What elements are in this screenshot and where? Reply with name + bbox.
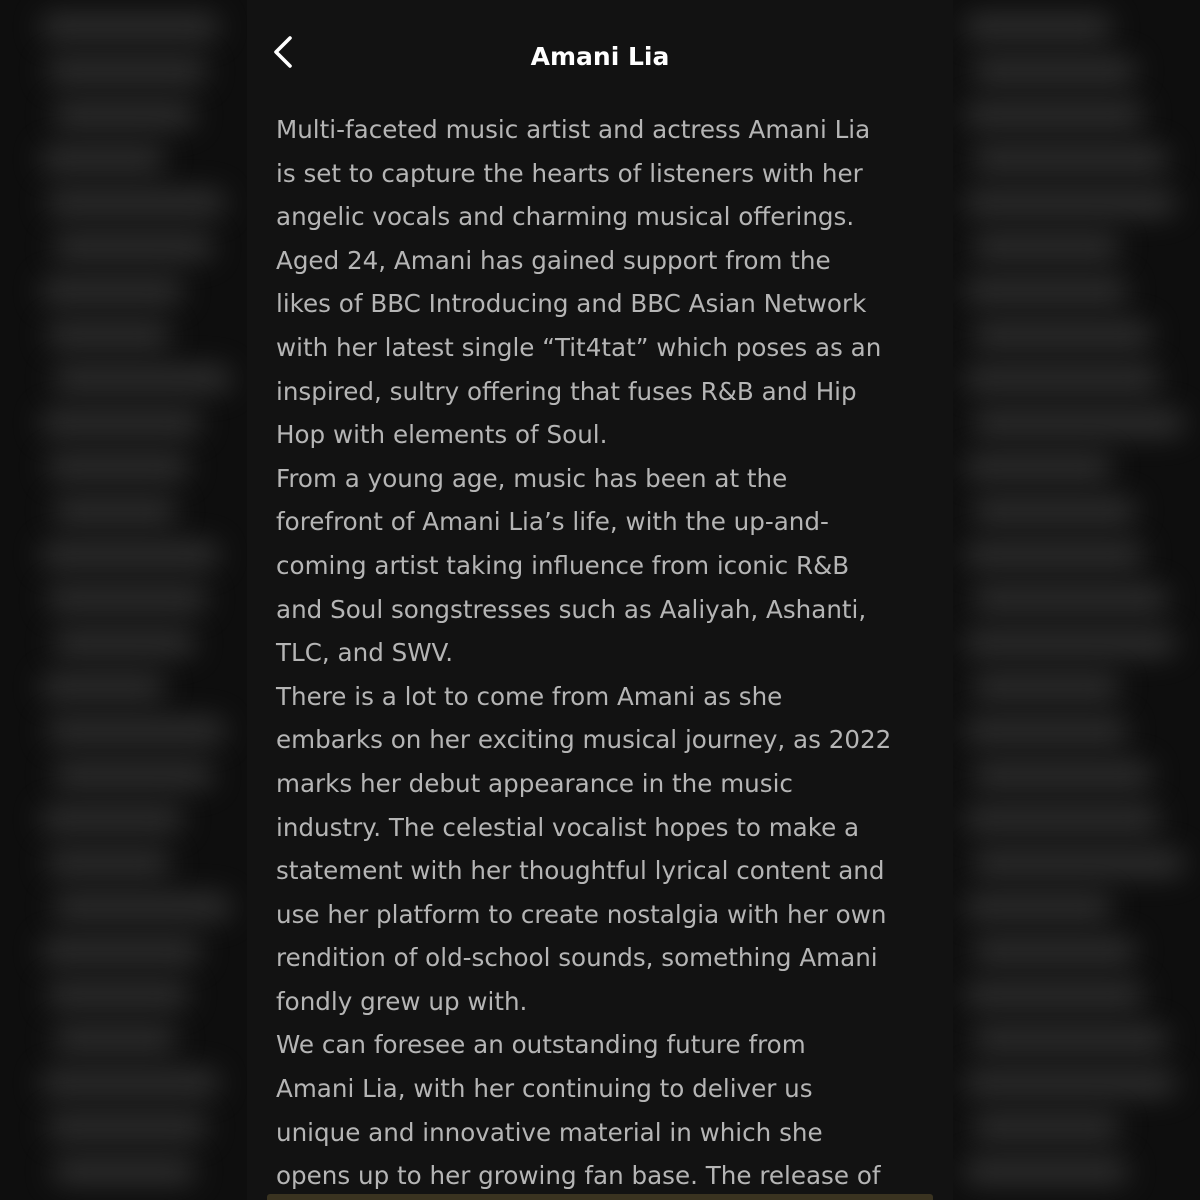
blurred-background-right <box>953 0 1200 1200</box>
blurred-text-line <box>963 102 1145 128</box>
blurred-text-line <box>52 762 214 788</box>
blurred-text-line <box>40 938 202 964</box>
bio-line: statement with her thoughtful lyrical content and <box>276 856 885 886</box>
blurred-text-line <box>971 234 1121 260</box>
blurred-text-line <box>963 14 1113 40</box>
blurred-text-line <box>963 630 1177 656</box>
bio-line: We can foresee an outstanding future from <box>276 1030 806 1060</box>
blurred-text-line <box>52 894 232 920</box>
bio-line: forefront of Amani Lia’s life, with the up-and- <box>276 507 829 537</box>
bio-line: inspired, sultry offering that fuses R&B and Hip <box>276 376 857 406</box>
bio-line: fondly grew up with. <box>276 986 528 1016</box>
blurred-text-line <box>971 938 1137 964</box>
blurred-text-line <box>971 762 1153 788</box>
blurred-text-line <box>40 278 184 304</box>
bio-line: There is a lot to come from Amani as she <box>276 681 783 711</box>
blurred-text-line <box>963 894 1113 920</box>
bio-line: Aged 24, Amani has gained support from the <box>276 245 831 275</box>
blurred-text-line <box>46 1114 208 1140</box>
blurred-text-line <box>971 850 1185 876</box>
bio-line: industry. The celestial vocalist hopes to make a <box>276 812 860 842</box>
bio-line: Multi-faceted music artist and actress Amani Lia <box>276 115 871 144</box>
blurred-text-line <box>40 806 184 832</box>
bio-line: with her latest single “Tit4tat” which poses as an <box>276 332 882 362</box>
header-bar <box>247 0 953 96</box>
blurred-text-line <box>963 718 1129 744</box>
blurred-text-line <box>963 1158 1129 1184</box>
blurred-text-line <box>40 14 220 40</box>
blurred-text-line <box>971 322 1153 348</box>
page-title: Amani Lia <box>530 42 670 71</box>
blurred-text-line <box>963 278 1129 304</box>
blurred-text-line <box>971 146 1169 172</box>
blurred-text-line <box>963 806 1161 832</box>
blurred-text-line <box>46 850 172 876</box>
blurred-text-line <box>971 1114 1121 1140</box>
bio-line: use her platform to create nostalgia with her own <box>276 899 887 929</box>
blurred-text-line <box>46 586 208 612</box>
blurred-text-line <box>971 674 1121 700</box>
blurred-text-line <box>46 190 226 216</box>
bio-line: rendition of old-school sounds, something Amani <box>276 943 878 973</box>
blurred-text-line <box>52 1158 196 1184</box>
bio-line: and Soul songstresses such as Aaliyah, Ashanti, <box>276 594 867 624</box>
blurred-text-line <box>40 674 166 700</box>
bio-line: coming artist taking influence from iconic R&B <box>276 550 850 580</box>
blurred-text-line <box>40 1070 220 1096</box>
bio-line: is set to capture the hearts of listeners with her <box>276 158 863 188</box>
blurred-text-line <box>963 542 1145 568</box>
blurred-text-line <box>971 410 1185 436</box>
bio-line: Hop with elements of Soul. <box>276 420 608 450</box>
bio-text <box>276 108 936 1198</box>
blurred-text-line <box>46 322 172 348</box>
artist-bio-panel <box>247 0 953 1200</box>
blurred-text-line <box>52 234 214 260</box>
blurred-text-line <box>963 454 1113 480</box>
blurred-text-line <box>46 982 190 1008</box>
blurred-text-line <box>40 146 166 172</box>
blurred-text-line <box>971 1026 1169 1052</box>
blurred-text-line <box>971 498 1137 524</box>
blurred-text-line <box>971 586 1169 612</box>
bio-line: marks her debut appearance in the music <box>276 768 793 798</box>
bio-line: likes of BBC Introducing and BBC Asian Network <box>276 289 867 319</box>
blurred-text-line <box>52 102 196 128</box>
bottom-player-edge <box>267 1194 933 1200</box>
bio-line: Amani Lia, with her continuing to deliver us <box>276 1074 813 1104</box>
blurred-text-line <box>963 366 1161 392</box>
blurred-text-line <box>40 410 202 436</box>
bio-line: From a young age, music has been at the <box>276 463 788 493</box>
bio-line: opens up to her growing fan base. The release of <box>276 1161 881 1191</box>
blurred-text-line <box>52 630 196 656</box>
blurred-text-line <box>46 58 208 84</box>
blurred-text-line <box>963 190 1177 216</box>
blurred-text-line <box>46 454 190 480</box>
blurred-text-line <box>52 366 232 392</box>
blurred-text-line <box>963 1070 1177 1096</box>
blurred-background-left <box>0 0 247 1200</box>
bio-line: TLC, and SWV. <box>276 638 454 668</box>
blurred-text-line <box>46 718 226 744</box>
blurred-text-line <box>963 982 1145 1008</box>
bio-line: embarks on her exciting musical journey, as 2022 <box>276 725 892 755</box>
blurred-text-line <box>40 542 220 568</box>
bio-line: angelic vocals and charming musical offerings. <box>276 202 855 232</box>
blurred-text-line <box>52 1026 178 1052</box>
blurred-text-line <box>52 498 178 524</box>
bio-line: unique and innovative material in which she <box>276 1117 823 1147</box>
blurred-text-line <box>971 58 1137 84</box>
